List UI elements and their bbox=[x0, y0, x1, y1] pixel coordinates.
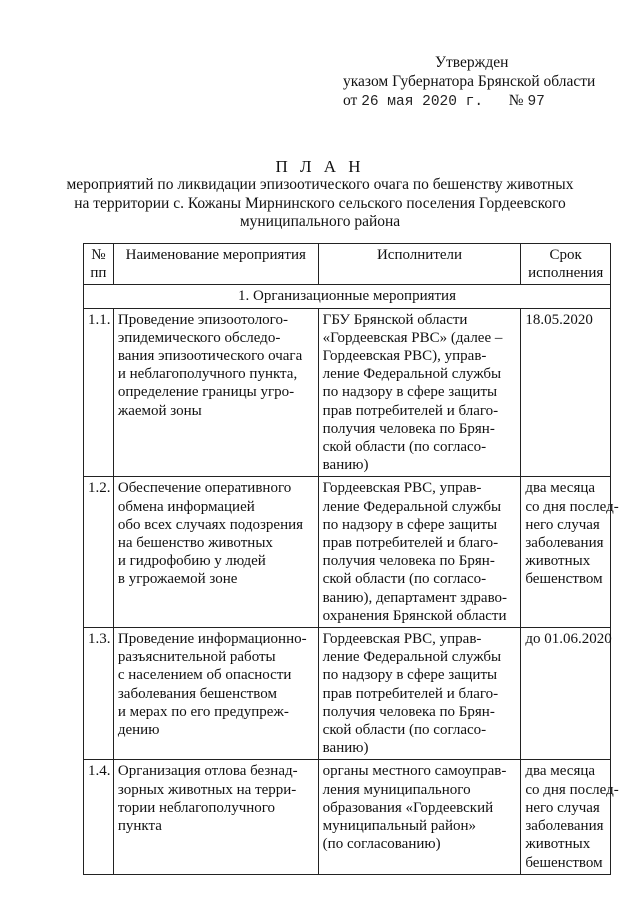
cell-text-line: Обеспечение оперативного bbox=[117, 480, 292, 497]
cell-text-line: него случая bbox=[525, 516, 600, 533]
cell-text-line: ление Федеральной службы bbox=[322, 649, 502, 666]
cell-text-line: на бешенство животных bbox=[117, 535, 273, 552]
cell-text-line: Организация отлова безнад- bbox=[117, 763, 298, 780]
cell-text-line: ванию) bbox=[322, 740, 369, 757]
cell-text-line: тории неблагополучного bbox=[117, 799, 276, 816]
date-prefix: от bbox=[343, 92, 358, 109]
cell-text-line: Гордеевская РВС), управ- bbox=[322, 348, 487, 365]
table-row bbox=[84, 760, 611, 874]
cell-text-line: эпидемического обследо- bbox=[117, 329, 281, 346]
measure-name-cell bbox=[113, 628, 318, 760]
executors-cell bbox=[318, 308, 521, 477]
cell-text-line: (по согласованию) bbox=[322, 836, 441, 853]
cell-text-line: Гордеевская РВС, управ- bbox=[322, 631, 482, 648]
plan-heading: П Л А Н bbox=[275, 157, 365, 176]
section-row bbox=[84, 285, 611, 308]
table-header-row bbox=[84, 244, 611, 285]
header-text-line: Исполнители bbox=[376, 247, 463, 263]
table-row bbox=[84, 628, 611, 760]
row-number: 1.4. bbox=[84, 760, 114, 874]
cell-text-line: ванию) bbox=[322, 457, 369, 474]
header-executors bbox=[318, 244, 521, 285]
subtitle-line: мероприятий по ликвидации эпизоотического очага по бешенству животных bbox=[66, 176, 574, 193]
header-name bbox=[113, 244, 318, 285]
cell-text-line: прав потребителей и благо- bbox=[322, 685, 499, 702]
cell-text-line: ской области (по согласо- bbox=[322, 439, 487, 456]
cell-text-line: обо всех случаях подозрения bbox=[117, 516, 304, 533]
row-number: 1.1. bbox=[84, 308, 114, 477]
cell-text-line: 18.05.2020 bbox=[525, 311, 593, 328]
cell-text-line: ской области (по согласо- bbox=[322, 722, 487, 739]
table-row bbox=[84, 308, 611, 477]
cell-text-line: ление Федеральной службы bbox=[322, 498, 502, 515]
cell-text-line: с населением об опасности bbox=[117, 667, 292, 684]
cell-text-line: дению bbox=[117, 722, 160, 739]
cell-text-line: получия человека по Брян- bbox=[322, 703, 495, 720]
header-text-line: № bbox=[91, 247, 106, 263]
cell-text-line: Проведение информационно- bbox=[117, 631, 307, 648]
cell-text-line: и мерах по его предупреж- bbox=[117, 703, 289, 720]
cell-text-line: разъяснительной работы bbox=[117, 649, 276, 666]
cell-text-line: заболевания bbox=[525, 818, 604, 835]
row-number: 1.2. bbox=[84, 477, 114, 628]
header-num bbox=[84, 244, 114, 285]
plan-subtitle bbox=[0, 176, 640, 232]
cell-text-line: два месяца bbox=[525, 763, 596, 780]
cell-text-line: до 01.06.2020 bbox=[525, 631, 612, 648]
executors-cell bbox=[318, 477, 521, 628]
table-row bbox=[84, 477, 611, 628]
deadline-cell bbox=[521, 628, 611, 760]
cell-text-line: животных bbox=[525, 836, 591, 853]
cell-text-line: пункта bbox=[117, 818, 162, 835]
header-text-line: пп bbox=[90, 265, 107, 282]
measure-name-cell bbox=[113, 760, 318, 874]
measure-name-cell bbox=[113, 308, 318, 477]
header-text-line: Наименование мероприятия bbox=[125, 247, 306, 263]
header-text-line: Срок bbox=[549, 247, 582, 263]
number-label: № bbox=[508, 92, 524, 109]
cell-text-line: образования «Гордеевский bbox=[322, 799, 494, 816]
cell-text-line: зорных животных на терри- bbox=[117, 781, 297, 798]
subtitle-line: муниципального района bbox=[239, 213, 401, 230]
cell-text-line: ской области (по согласо- bbox=[322, 571, 487, 588]
cell-text-line: прав потребителей и благо- bbox=[322, 535, 499, 552]
deadline-cell bbox=[521, 477, 619, 628]
cell-text-line: муниципальный район» bbox=[322, 818, 477, 835]
cell-text-line: бешенством bbox=[525, 571, 603, 588]
cell-text-line: ления муниципального bbox=[322, 781, 471, 798]
decree-number: 97 bbox=[527, 94, 545, 110]
row-number: 1.3. bbox=[84, 628, 114, 760]
approved-by-decree: указом Губернатора Брянской области bbox=[343, 73, 596, 90]
cell-text-line: со дня послед- bbox=[525, 781, 619, 798]
cell-text-line: обмена информацией bbox=[117, 498, 255, 515]
decree-date: 26 мая 2020 г. bbox=[361, 94, 484, 110]
header-deadline bbox=[521, 244, 611, 285]
cell-text-line: со дня послед- bbox=[525, 498, 619, 515]
approved-label: Утвержден bbox=[435, 54, 509, 71]
cell-text-line: по надзору в сфере защиты bbox=[322, 516, 498, 533]
cell-text-line: бешенством bbox=[525, 854, 603, 871]
cell-text-line: ванию), департамент здраво- bbox=[322, 589, 508, 606]
cell-text-line: Гордеевская РВС, управ- bbox=[322, 480, 482, 497]
cell-text-line: получия человека по Брян- bbox=[322, 553, 495, 570]
subtitle-line: на территории с. Кожаны Мирнинского сельского поселения Гордеевского bbox=[74, 194, 566, 212]
executors-cell bbox=[318, 628, 521, 760]
cell-text-line: прав потребителей и благо- bbox=[322, 402, 499, 419]
cell-text-line: органы местного самоуправ- bbox=[322, 763, 507, 780]
cell-text-line: получия человека по Брян- bbox=[322, 420, 495, 437]
cell-text-line: ГБУ Брянской области bbox=[322, 311, 468, 328]
cell-text-line: заболевания бешенством bbox=[117, 685, 277, 702]
cell-text-line: и неблагополучного пункта, bbox=[117, 366, 298, 383]
cell-text-line: животных bbox=[525, 553, 591, 570]
approval-block bbox=[343, 53, 595, 112]
measure-name-cell bbox=[113, 477, 318, 628]
header-text-line: исполнения bbox=[528, 265, 604, 282]
deadline-cell bbox=[521, 308, 611, 477]
measures-table bbox=[83, 243, 619, 875]
cell-text-line: жаемой зоны bbox=[117, 402, 202, 419]
cell-text-line: определение границы угро- bbox=[117, 384, 295, 401]
cell-text-line: по надзору в сфере защиты bbox=[322, 667, 498, 684]
section-title: 1. Организационные мероприятия bbox=[84, 285, 611, 308]
deadline-cell bbox=[521, 760, 619, 874]
cell-text-line: Проведение эпизоотолого- bbox=[117, 311, 288, 328]
executors-cell bbox=[318, 760, 521, 874]
cell-text-line: него случая bbox=[525, 799, 600, 816]
cell-text-line: два месяца bbox=[525, 480, 596, 497]
cell-text-line: заболевания bbox=[525, 535, 604, 552]
cell-text-line: «Гордеевская РВС» (далее – bbox=[322, 329, 503, 346]
cell-text-line: и гидрофобию у людей bbox=[117, 553, 266, 570]
cell-text-line: охранения Брянской области bbox=[322, 607, 507, 624]
cell-text-line: ление Федеральной службы bbox=[322, 366, 502, 383]
decree-date-line bbox=[343, 91, 595, 112]
cell-text-line: по надзору в сфере защиты bbox=[322, 384, 498, 401]
cell-text-line: вания эпизоотического очага bbox=[117, 348, 303, 365]
cell-text-line: в угрожаемой зоне bbox=[117, 571, 238, 588]
